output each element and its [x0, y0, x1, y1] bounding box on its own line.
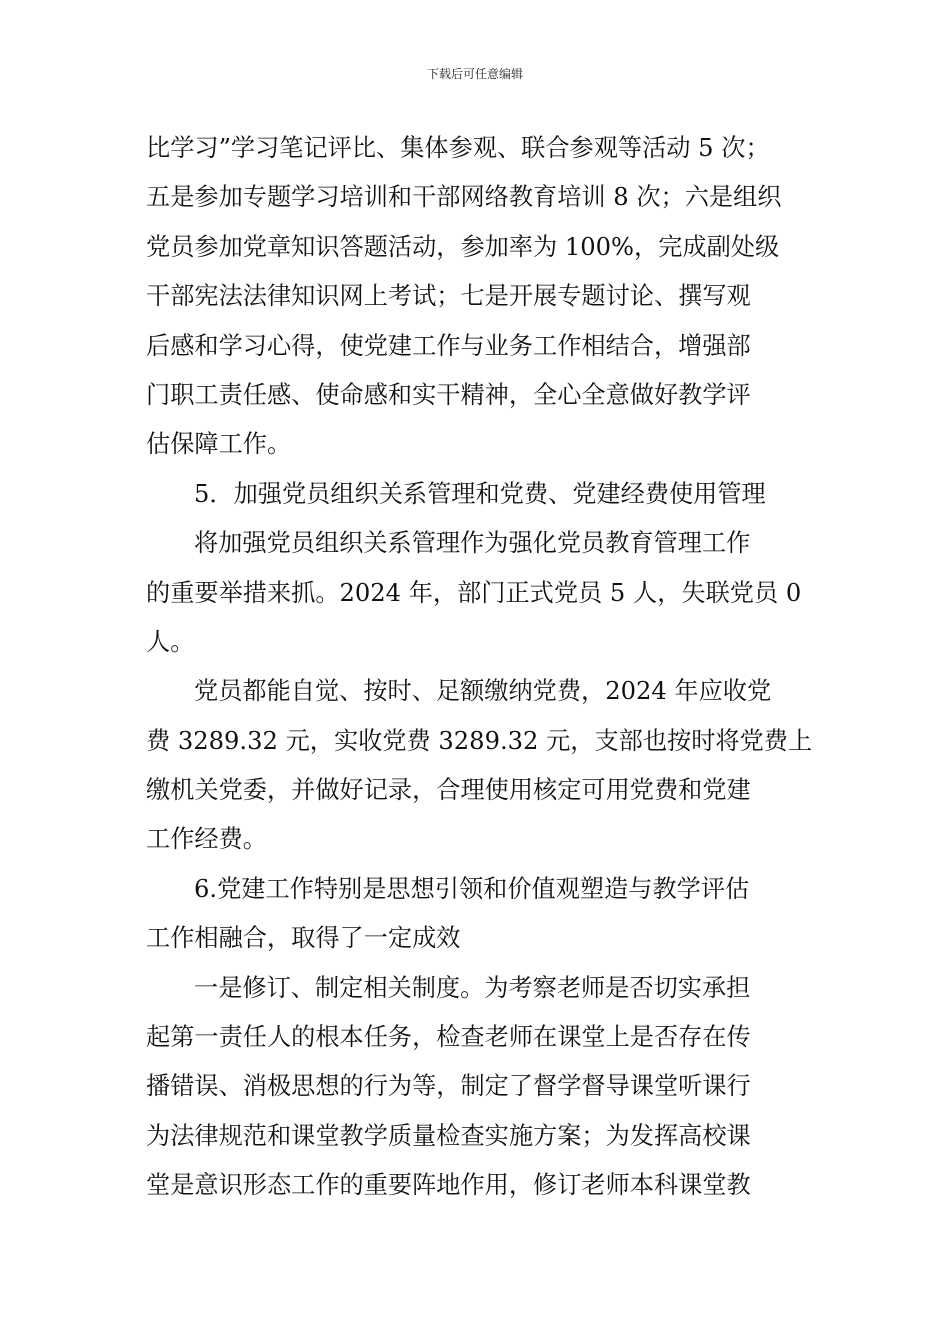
document-body	[146, 131, 813, 1218]
text-line-17: 工作相融合，取得了一定成效	[146, 924, 461, 953]
text-line-1: 比学习”学习笔记评比、集体参观、联合参观等活动 5 次；	[146, 134, 770, 162]
text-line-18: 一是修订、制定相关制度。为考察老师是否切实承担	[194, 973, 751, 1002]
text-line-10: 的重要举措来抓。2024 年，部门正式党员 5 人，失联党员 0	[146, 578, 802, 607]
section-heading-6: 6.党建工作特别是思想引领和价值观塑造与教学评估	[194, 874, 750, 903]
text-line-15: 工作经费。	[146, 825, 267, 854]
text-line-5: 后感和学习心得，使党建工作与业务工作相结合，增强部	[146, 331, 751, 360]
text-line-12: 党员都能自觉、按时、足额缴纳党费，2024 年应收党	[194, 677, 772, 706]
text-line-13: 费 3289.32 元，实收党费 3289.32 元，支部也按时将党费上	[146, 726, 813, 755]
text-line-7: 估保障工作。	[146, 430, 292, 459]
text-line-19: 起第一责任人的根本任务，检查老师在课堂上是否存在传	[146, 1023, 751, 1052]
text-line-2: 五是参加专题学习培训和干部网络教育培训 8 次；六是组织	[146, 183, 782, 212]
page-header: 下载后可任意编辑	[426, 67, 523, 81]
text-line-14: 缴机关党委，并做好记录，合理使用核定可用党费和党建	[146, 776, 751, 805]
text-line-9: 将加强党员组织关系管理作为强化党员教育管理工作	[194, 529, 751, 558]
text-line-4: 干部宪法法律知识网上考试；七是开展专题讨论、撰写观	[146, 282, 751, 311]
text-line-11: 人。	[146, 627, 195, 656]
section-heading-5: 5．加强党员组织关系管理和党费、党建经费使用管理	[194, 479, 766, 508]
text-line-21: 为法律规范和课堂教学质量检查实施方案；为发挥高校课	[146, 1121, 751, 1150]
text-line-6: 门职工责任感、使命感和实干精神，全心全意做好教学评	[146, 380, 751, 409]
text-line-22: 堂是意识形态工作的重要阵地作用，修订老师本科课堂教	[146, 1171, 751, 1200]
text-line-3: 党员参加党章知识答题活动，参加率为 100%，完成副处级	[146, 232, 780, 261]
text-line-20: 播错误、消极思想的行为等，制定了督学督导课堂听课行	[146, 1072, 751, 1101]
